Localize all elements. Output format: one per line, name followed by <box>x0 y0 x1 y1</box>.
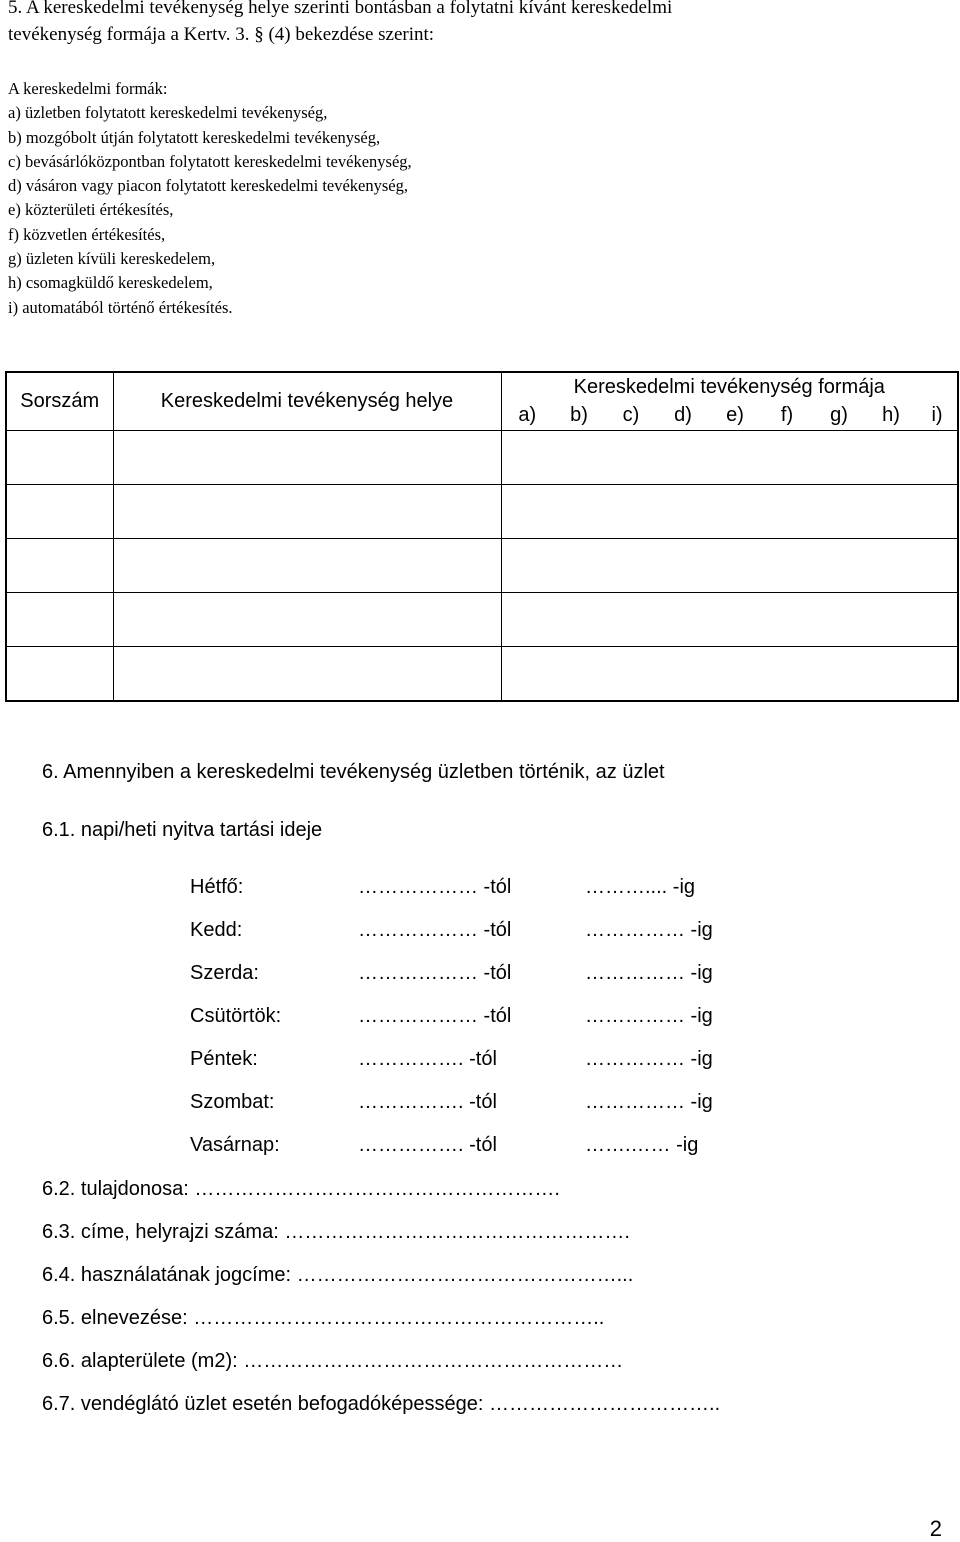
opening-from-field[interactable]: ……………… -tól <box>358 876 512 898</box>
table-row <box>6 592 958 646</box>
section6-heading: 6. Amennyiben a kereskedelmi tevékenység üzletben történik, az üzlet <box>42 761 665 783</box>
header-form-e: e) <box>709 402 761 430</box>
forms-heading: A kereskedelmi formák: <box>8 79 168 98</box>
field-alapterulete <box>42 1350 623 1373</box>
field-cime <box>42 1221 630 1244</box>
field-dots[interactable]: …………………………….. <box>489 1393 721 1415</box>
table-row <box>6 430 958 484</box>
day-label: Szombat: <box>190 1091 275 1113</box>
header-form-c: c) <box>605 402 657 430</box>
cell-sorszam[interactable] <box>6 646 113 701</box>
list-item: g) üzleten kívüli kereskedelem, <box>8 249 216 269</box>
header-form-b: b) <box>553 402 605 430</box>
header-form-g: g) <box>813 402 865 430</box>
opening-from-field[interactable]: ……………… -tól <box>358 962 512 984</box>
section5-line2: tevékenység formája a Kertv. 3. § (4) bekezdése szerint: <box>8 24 435 45</box>
opening-to-field[interactable]: …………… -ig <box>585 1091 713 1113</box>
opening-to-field[interactable]: …………… -ig <box>585 962 713 984</box>
opening-from-field[interactable]: ……………. -tól <box>358 1091 497 1113</box>
cell-formaja[interactable] <box>501 646 958 701</box>
field-tulajdonosa <box>42 1178 560 1201</box>
field-label: 6.7. vendéglátó üzlet esetén befogadóképessége: <box>42 1393 484 1415</box>
table-row <box>6 538 958 592</box>
list-item: f) közvetlen értékesítés, <box>8 224 166 244</box>
field-dots[interactable]: …………………………………………………….. <box>193 1307 605 1329</box>
table-row <box>6 484 958 538</box>
field-jogcime <box>42 1264 633 1287</box>
header-form-h: h) <box>865 402 917 430</box>
cell-formaja[interactable] <box>501 538 958 592</box>
field-label: 6.5. elnevezése: <box>42 1307 188 1329</box>
field-dots[interactable]: ………………………………………………. <box>194 1178 560 1200</box>
header-form-a: a) <box>501 402 553 430</box>
day-label: Vasárnap: <box>190 1134 280 1156</box>
opening-to-field[interactable]: …………… -ig <box>585 919 713 941</box>
cell-formaja[interactable] <box>501 430 958 484</box>
day-label: Kedd: <box>190 919 243 941</box>
field-dots[interactable]: …………………………………………... <box>296 1264 634 1286</box>
cell-sorszam[interactable] <box>6 484 113 538</box>
opening-to-field[interactable]: …………… -ig <box>585 1048 713 1070</box>
day-label: Péntek: <box>190 1048 258 1070</box>
field-dots[interactable]: ……………………………………………. <box>284 1221 630 1243</box>
page-number: 2 <box>929 1516 942 1541</box>
cell-helye[interactable] <box>113 646 501 701</box>
list-item: c) bevásárlóközpontban folytatott kereskedelmi tevékenység, <box>8 151 412 171</box>
field-befogadokepessege <box>42 1393 720 1416</box>
cell-formaja[interactable] <box>501 592 958 646</box>
day-label: Hétfő: <box>190 876 244 898</box>
opening-to-field[interactable]: …….…… -ig <box>585 1134 699 1156</box>
field-label: 6.2. tulajdonosa: <box>42 1178 189 1200</box>
cell-sorszam[interactable] <box>6 592 113 646</box>
field-dots[interactable]: ………………………………………………… <box>243 1350 624 1372</box>
header-form-d: d) <box>657 402 709 430</box>
section5-line1: 5. A kereskedelmi tevékenység helye szerinti bontásban a folytatni kívánt kereskedelmi <box>8 0 673 18</box>
list-item: a) üzletben folytatott kereskedelmi tevékenység, <box>8 103 328 123</box>
cell-helye[interactable] <box>113 538 501 592</box>
cell-sorszam[interactable] <box>6 538 113 592</box>
list-item: d) vásáron vagy piacon folytatott kereskedelmi tevékenység, <box>8 176 408 196</box>
day-label: Csütörtök: <box>190 1005 282 1027</box>
day-label: Szerda: <box>190 962 259 984</box>
section6-sub1: 6.1. napi/heti nyitva tartási ideje <box>42 819 323 841</box>
opening-from-field[interactable]: ……………… -tól <box>358 1005 512 1027</box>
opening-from-field[interactable]: ……………… -tól <box>358 919 512 941</box>
header-formaja: Kereskedelmi tevékenység formája <box>501 372 958 402</box>
header-form-i: i) <box>917 402 958 430</box>
list-item: e) közterületi értékesítés, <box>8 200 174 220</box>
cell-formaja[interactable] <box>501 484 958 538</box>
table-row <box>6 646 958 701</box>
cell-helye[interactable] <box>113 484 501 538</box>
field-label: 6.6. alapterülete (m2): <box>42 1350 238 1372</box>
opening-to-field[interactable]: ……….... -ig <box>585 876 696 898</box>
opening-to-field[interactable]: …………… -ig <box>585 1005 713 1027</box>
cell-sorszam[interactable] <box>6 430 113 484</box>
header-sorszam: Sorszám <box>6 372 113 430</box>
forms-list <box>8 77 412 320</box>
header-form-f: f) <box>761 402 813 430</box>
opening-from-field[interactable]: ……………. -tól <box>358 1048 497 1070</box>
header-helye: Kereskedelmi tevékenység helye <box>113 372 501 430</box>
cell-helye[interactable] <box>113 592 501 646</box>
field-label: 6.3. címe, helyrajzi száma: <box>42 1221 279 1243</box>
list-item: h) csomagküldő kereskedelem, <box>8 273 213 293</box>
list-item: b) mozgóbolt útján folytatott kereskedelmi tevékenység, <box>8 127 381 147</box>
field-elnevezese <box>42 1307 604 1330</box>
activity-table <box>5 371 959 702</box>
cell-helye[interactable] <box>113 430 501 484</box>
list-item: i) automatából történő értékesítés. <box>8 297 233 317</box>
field-label: 6.4. használatának jogcíme: <box>42 1264 292 1286</box>
opening-from-field[interactable]: ……………. -tól <box>358 1134 497 1156</box>
